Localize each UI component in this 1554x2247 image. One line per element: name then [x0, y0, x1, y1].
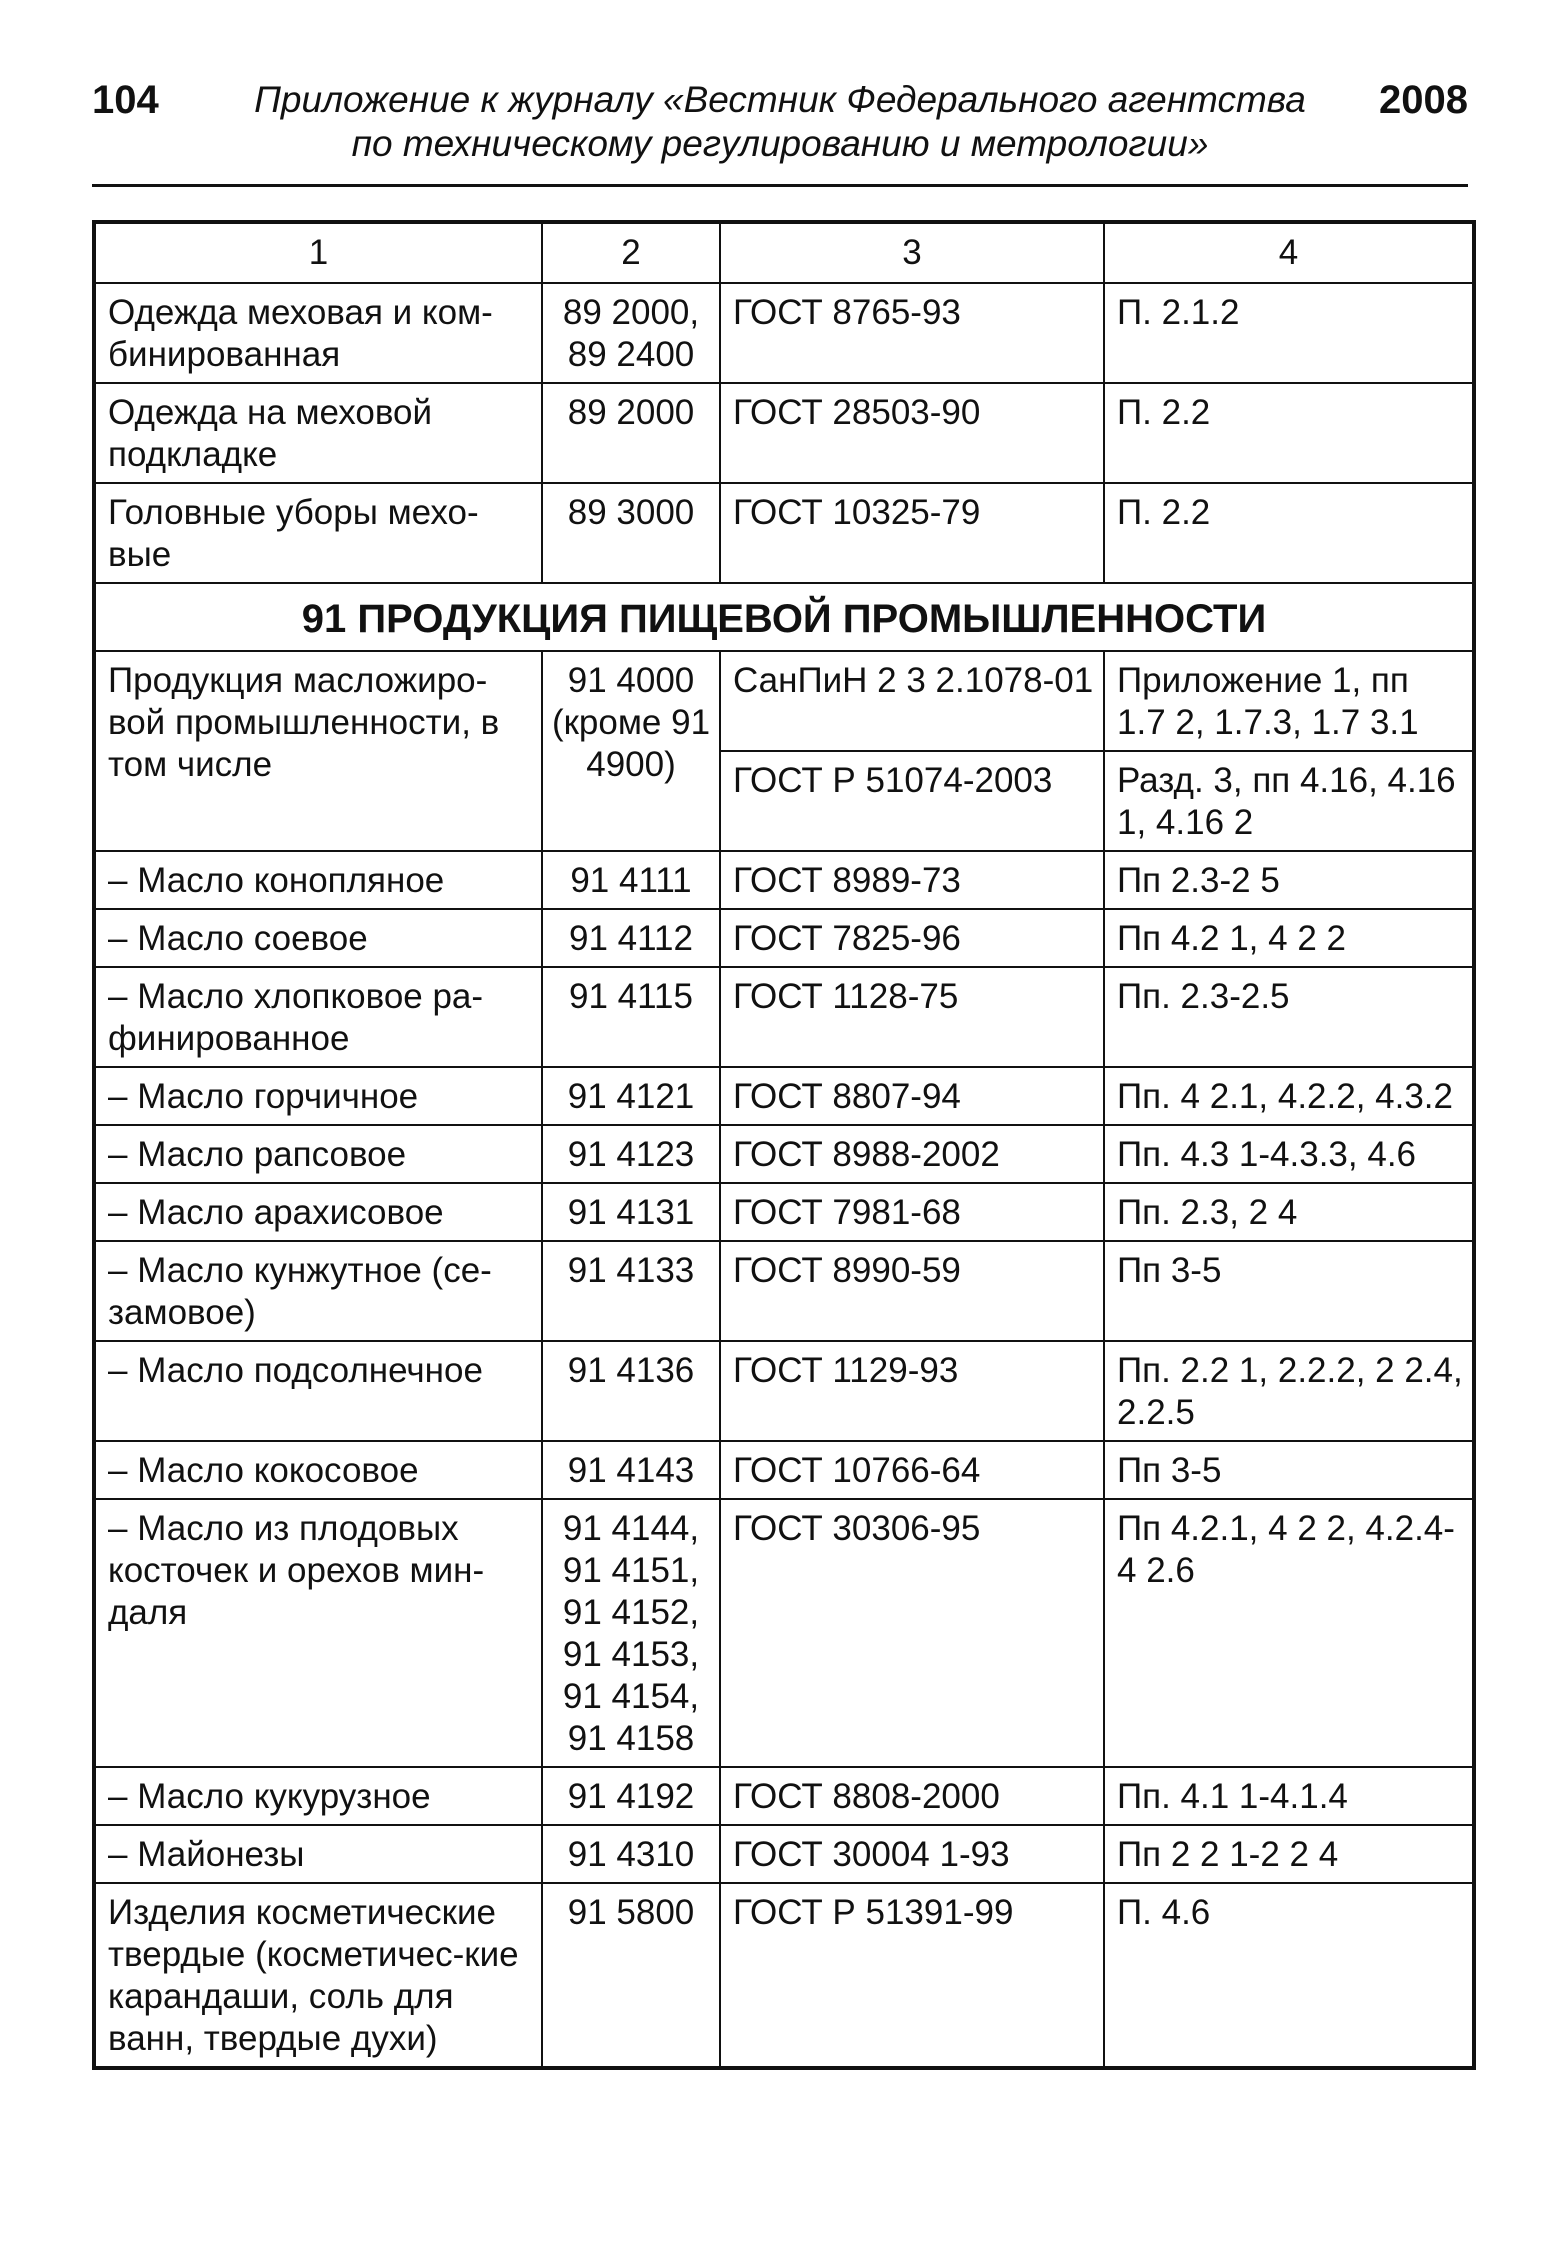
clause-cell: Пп 3-5 — [1104, 1441, 1474, 1499]
code-cell: 91 4131 — [542, 1183, 720, 1241]
standard-cell: ГОСТ Р 51074-2003 — [720, 751, 1104, 851]
page-year: 2008 — [1379, 78, 1468, 122]
standard-cell: ГОСТ 8807-94 — [720, 1067, 1104, 1125]
table-row — [94, 967, 1474, 1067]
standard-cell: ГОСТ Р 51391-99 — [720, 1883, 1104, 2068]
product-cell: – Масло горчичное — [94, 1067, 542, 1125]
product-cell: – Майонезы — [94, 1825, 542, 1883]
table-row — [94, 1441, 1474, 1499]
code-cell: 89 2000, 89 2400 — [542, 283, 720, 383]
code-cell: 91 4000 (кроме 91 4900) — [542, 651, 720, 851]
product-cell: Продукция масложиро-вой промышленности, в том числе — [94, 651, 542, 851]
standard-cell: ГОСТ 7825-96 — [720, 909, 1104, 967]
column-header-row — [94, 222, 1474, 283]
column-header: 1 — [94, 222, 542, 283]
clause-cell: Приложение 1, пп 1.7 2, 1.7.3, 1.7 3.1 — [1104, 651, 1474, 751]
product-cell: – Масло рапсовое — [94, 1125, 542, 1183]
standard-cell: ГОСТ 1129-93 — [720, 1341, 1104, 1441]
clause-cell: П. 4.6 — [1104, 1883, 1474, 2068]
standard-cell: ГОСТ 8808-2000 — [720, 1767, 1104, 1825]
column-header: 3 — [720, 222, 1104, 283]
table-row — [94, 283, 1474, 383]
code-cell: 91 4143 — [542, 1441, 720, 1499]
clause-cell: Пп. 4.3 1-4.3.3, 4.6 — [1104, 1125, 1474, 1183]
standard-cell: ГОСТ 8990-59 — [720, 1241, 1104, 1341]
clause-cell: П. 2.1.2 — [1104, 283, 1474, 383]
clause-cell: Пп 4.2 1, 4 2 2 — [1104, 909, 1474, 967]
standard-cell: ГОСТ 8765-93 — [720, 283, 1104, 383]
product-cell: – Масло конопляное — [94, 851, 542, 909]
table-row — [94, 1767, 1474, 1825]
section-row — [94, 583, 1474, 651]
clause-cell: Пп. 2.2 1, 2.2.2, 2 2.4, 2.2.5 — [1104, 1341, 1474, 1441]
product-cell: Одежда на меховой подкладке — [94, 383, 542, 483]
clause-cell: Пп. 2.3-2.5 — [1104, 967, 1474, 1067]
standard-cell: ГОСТ 7981-68 — [720, 1183, 1104, 1241]
clause-cell: Пп. 4.1 1-4.1.4 — [1104, 1767, 1474, 1825]
standard-cell: ГОСТ 8989-73 — [720, 851, 1104, 909]
standards-table — [92, 220, 1476, 2070]
table-row — [94, 483, 1474, 583]
table-row — [94, 1341, 1474, 1441]
clause-cell: П. 2.2 — [1104, 383, 1474, 483]
standard-cell: ГОСТ 30306-95 — [720, 1499, 1104, 1767]
journal-title-line-2: по техническому регулированию и метрологии» — [351, 123, 1209, 164]
table-row — [94, 1183, 1474, 1241]
table-row — [94, 1241, 1474, 1341]
table-row — [94, 1125, 1474, 1183]
table-row — [94, 1883, 1474, 2068]
column-header: 4 — [1104, 222, 1474, 283]
header-rule — [92, 184, 1468, 187]
clause-cell: П. 2.2 — [1104, 483, 1474, 583]
clause-cell: Пп 2.3-2 5 — [1104, 851, 1474, 909]
code-cell: 91 5800 — [542, 1883, 720, 2068]
product-cell: – Масло арахисовое — [94, 1183, 542, 1241]
standard-cell: ГОСТ 10766-64 — [720, 1441, 1104, 1499]
code-cell: 91 4144, 91 4151, 91 4152, 91 4153, 91 4154, 91 4158 — [542, 1499, 720, 1767]
clause-cell: Пп 3-5 — [1104, 1241, 1474, 1341]
table-row — [94, 383, 1474, 483]
table-row — [94, 1499, 1474, 1767]
code-cell: 89 2000 — [542, 383, 720, 483]
code-cell: 91 4133 — [542, 1241, 720, 1341]
standard-cell: ГОСТ 8988-2002 — [720, 1125, 1104, 1183]
page-number: 104 — [92, 78, 159, 122]
product-cell: – Масло соевое — [94, 909, 542, 967]
standard-cell: СанПиН 2 3 2.1078-01 — [720, 651, 1104, 751]
clause-cell: Пп 4.2.1, 4 2 2, 4.2.4-4 2.6 — [1104, 1499, 1474, 1767]
product-cell: – Масло подсолнечное — [94, 1341, 542, 1441]
code-cell: 91 4192 — [542, 1767, 720, 1825]
product-cell: Головные уборы мехо-вые — [94, 483, 542, 583]
code-cell: 91 4112 — [542, 909, 720, 967]
code-cell: 91 4111 — [542, 851, 720, 909]
code-cell: 91 4136 — [542, 1341, 720, 1441]
table-row — [94, 651, 1474, 751]
clause-cell: Пп. 4 2.1, 4.2.2, 4.3.2 — [1104, 1067, 1474, 1125]
product-cell: Изделия косметические твердые (косметичес-кие карандаши, соль для ванн, твердые духи) — [94, 1883, 542, 2068]
journal-title-line-1: Приложение к журналу «Вестник Федерального агентства — [254, 79, 1306, 120]
product-cell: – Масло хлопковое ра-финированное — [94, 967, 542, 1067]
column-header: 2 — [542, 222, 720, 283]
code-cell: 91 4310 — [542, 1825, 720, 1883]
standard-cell: ГОСТ 10325-79 — [720, 483, 1104, 583]
journal-title — [192, 78, 1368, 166]
section-title: 91 ПРОДУКЦИЯ ПИЩЕВОЙ ПРОМЫШЛЕННОСТИ — [94, 583, 1474, 651]
clause-cell: Пп 2 2 1-2 2 4 — [1104, 1825, 1474, 1883]
table-row — [94, 851, 1474, 909]
page-header — [92, 74, 1468, 184]
table-row — [94, 1825, 1474, 1883]
code-cell: 91 4121 — [542, 1067, 720, 1125]
table-row — [94, 909, 1474, 967]
product-cell: – Масло кунжутное (се-замовое) — [94, 1241, 542, 1341]
clause-cell: Разд. 3, пп 4.16, 4.16 1, 4.16 2 — [1104, 751, 1474, 851]
product-cell: – Масло кукурузное — [94, 1767, 542, 1825]
code-cell: 89 3000 — [542, 483, 720, 583]
product-cell: Одежда меховая и ком-бинированная — [94, 283, 542, 383]
code-cell: 91 4115 — [542, 967, 720, 1067]
standard-cell: ГОСТ 1128-75 — [720, 967, 1104, 1067]
product-cell: – Масло из плодовых косточек и орехов мин-даля — [94, 1499, 542, 1767]
product-cell: – Масло кокосовое — [94, 1441, 542, 1499]
standard-cell: ГОСТ 30004 1-93 — [720, 1825, 1104, 1883]
standard-cell: ГОСТ 28503-90 — [720, 383, 1104, 483]
code-cell: 91 4123 — [542, 1125, 720, 1183]
table-row — [94, 1067, 1474, 1125]
clause-cell: Пп. 2.3, 2 4 — [1104, 1183, 1474, 1241]
